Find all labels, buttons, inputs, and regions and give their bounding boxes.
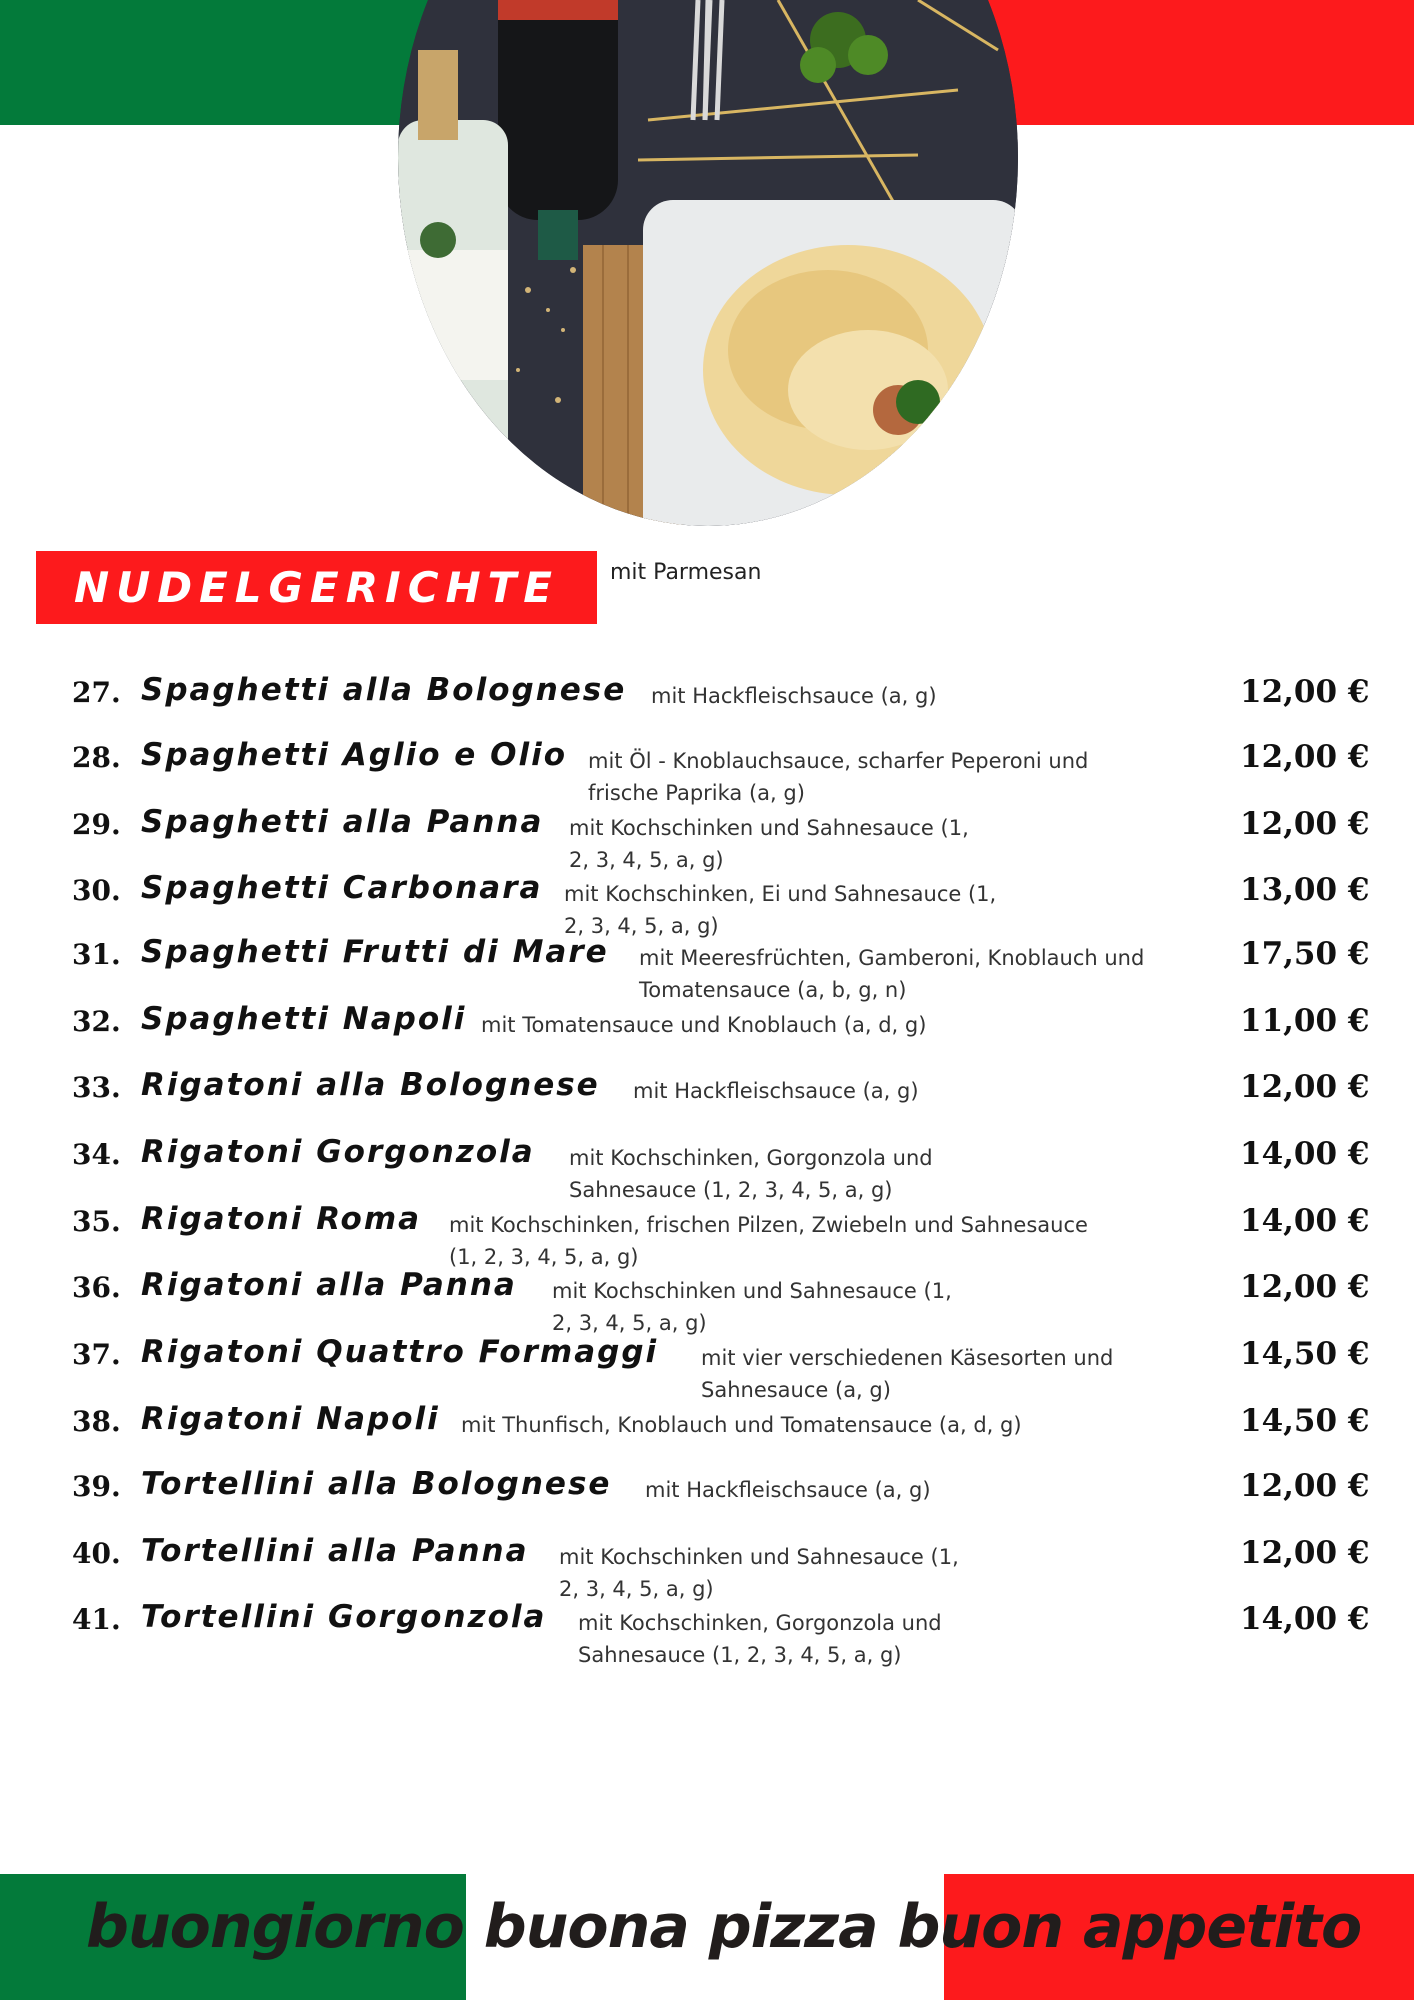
- item-name: Spaghetti Napoli: [141, 1001, 467, 1037]
- item-number: 39.: [72, 1470, 121, 1503]
- item-description: mit Kochschinken, Gorgonzola und Sahnesauce (1, 2, 3, 4, 5, a, g): [569, 1146, 933, 1202]
- item-name: Spaghetti alla Bolognese: [141, 672, 627, 708]
- flag-stripe-green-top: [0, 0, 466, 125]
- item-description: mit Hackfleischsauce (a, g): [633, 1079, 919, 1103]
- footer-slogan: buongiorno buona pizza buon appetito: [86, 1892, 1362, 1962]
- pasta-photo: [398, 0, 1018, 526]
- item-number: 28.: [72, 741, 121, 774]
- item-number: 38.: [72, 1405, 121, 1438]
- item-description: mit Kochschinken, Gorgonzola und Sahnesauce (1, 2, 3, 4, 5, a, g): [578, 1611, 942, 1667]
- item-price: 14,50 €: [1240, 1403, 1370, 1439]
- item-name: Spaghetti Aglio e Olio: [141, 737, 568, 773]
- item-number: 32.: [72, 1005, 121, 1038]
- item-price: 11,00 €: [1240, 1003, 1370, 1039]
- item-price: 12,00 €: [1240, 1269, 1370, 1305]
- item-description: mit Hackfleischsauce (a, g): [651, 684, 937, 708]
- item-price: 14,00 €: [1240, 1203, 1370, 1239]
- item-name: Spaghetti alla Panna: [141, 804, 544, 840]
- item-description: mit Kochschinken und Sahnesauce (1, 2, 3, 4, 5, a, g): [569, 816, 969, 872]
- item-description: mit vier verschiedenen Käsesorten und Sahnesauce (a, g): [701, 1346, 1114, 1402]
- item-number: 33.: [72, 1071, 121, 1104]
- item-description: mit Thunfisch, Knoblauch und Tomatensauce (a, d, g): [461, 1413, 1022, 1437]
- item-name: Tortellini alla Panna: [141, 1533, 529, 1569]
- section-title: NUDELGERICHTE: [73, 563, 560, 612]
- item-name: Tortellini Gorgonzola: [141, 1599, 547, 1635]
- item-number: 35.: [72, 1205, 121, 1238]
- item-name: Rigatoni alla Panna: [141, 1267, 517, 1303]
- item-price: 14,00 €: [1240, 1601, 1370, 1637]
- item-price: 14,00 €: [1240, 1136, 1370, 1172]
- item-name: Rigatoni Gorgonzola: [141, 1134, 535, 1170]
- section-note: mit Parmesan: [610, 560, 762, 585]
- item-number: 34.: [72, 1138, 121, 1171]
- item-number: 40.: [72, 1537, 121, 1570]
- item-description: mit Kochschinken und Sahnesauce (1, 2, 3, 4, 5, a, g): [559, 1545, 959, 1601]
- item-description: mit Tomatensauce und Knoblauch (a, d, g): [481, 1013, 927, 1037]
- item-description: mit Kochschinken, frischen Pilzen, Zwiebeln und Sahnesauce (1, 2, 3, 4, 5, a, g): [449, 1213, 1088, 1269]
- item-number: 41.: [72, 1603, 121, 1636]
- item-name: Spaghetti Frutti di Mare: [141, 934, 609, 970]
- item-price: 14,50 €: [1240, 1336, 1370, 1372]
- item-number: 27.: [72, 676, 121, 709]
- item-number: 36.: [72, 1271, 121, 1304]
- item-number: 30.: [72, 874, 121, 907]
- item-name: Rigatoni Roma: [141, 1201, 422, 1237]
- item-number: 29.: [72, 808, 121, 841]
- item-name: Rigatoni Napoli: [141, 1401, 440, 1437]
- item-description: mit Kochschinken, Ei und Sahnesauce (1, 2, 3, 4, 5, a, g): [564, 882, 997, 938]
- item-price: 12,00 €: [1240, 1535, 1370, 1571]
- item-description: mit Meeresfrüchten, Gamberoni, Knoblauch und Tomatensauce (a, b, g, n): [639, 946, 1145, 1002]
- item-price: 12,00 €: [1240, 1468, 1370, 1504]
- item-price: 12,00 €: [1240, 1069, 1370, 1105]
- item-price: 17,50 €: [1240, 936, 1370, 972]
- section-banner: [36, 551, 597, 624]
- item-price: 12,00 €: [1240, 674, 1370, 710]
- item-description: mit Hackfleischsauce (a, g): [645, 1478, 931, 1502]
- item-name: Rigatoni alla Bolognese: [141, 1067, 600, 1103]
- item-name: Spaghetti Carbonara: [141, 870, 543, 906]
- item-number: 37.: [72, 1338, 121, 1371]
- item-description: mit Öl - Knoblauchsauce, scharfer Peperoni und frische Paprika (a, g): [588, 749, 1089, 805]
- item-name: Tortellini alla Bolognese: [141, 1466, 612, 1502]
- item-number: 31.: [72, 938, 121, 971]
- item-price: 13,00 €: [1240, 872, 1370, 908]
- item-name: Rigatoni Quattro Formaggi: [141, 1334, 659, 1370]
- item-description: mit Kochschinken und Sahnesauce (1, 2, 3, 4, 5, a, g): [552, 1279, 952, 1335]
- item-price: 12,00 €: [1240, 739, 1370, 775]
- item-price: 12,00 €: [1240, 806, 1370, 842]
